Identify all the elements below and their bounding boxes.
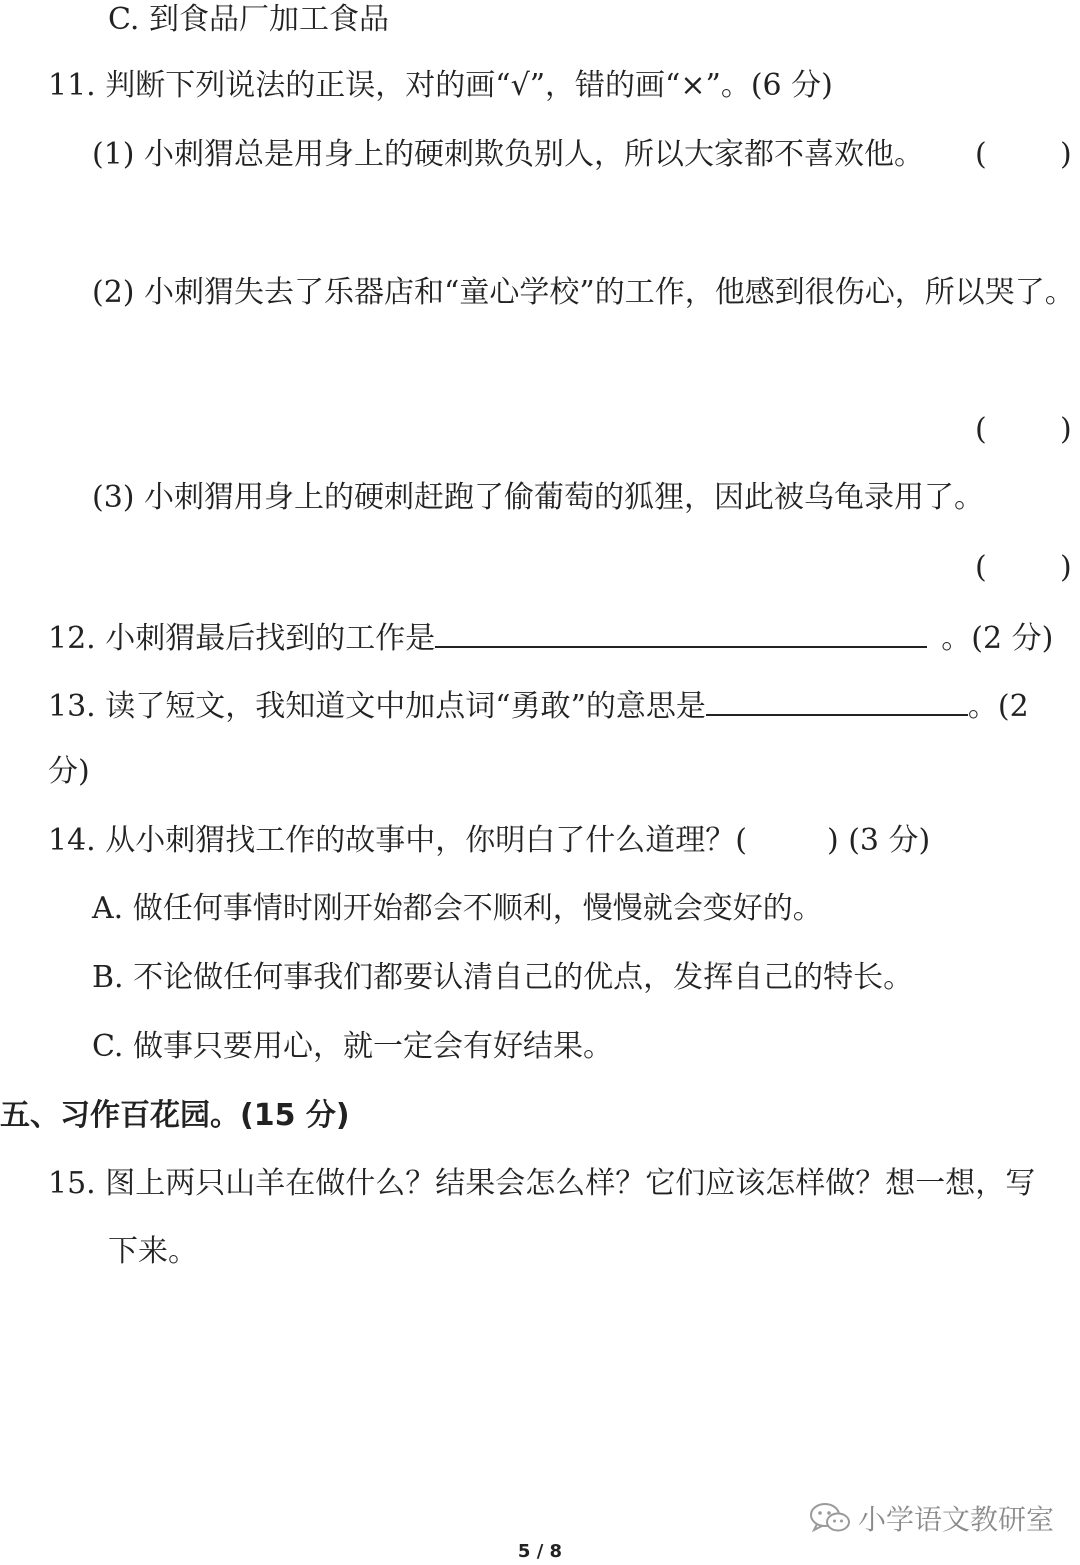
q11-item-1-paren-close: ) xyxy=(1060,137,1072,172)
q13-continuation: 分) xyxy=(48,754,90,789)
q13-score: 。(2 xyxy=(967,689,1029,724)
q10-option-c: C. 到食品厂加工食品 xyxy=(108,2,389,37)
section5-heading: 五、习作百花园。(15 分) xyxy=(0,1098,350,1133)
q14-option-b: B. 不论做任何事我们都要认清自己的优点，发挥自己的特长。 xyxy=(92,960,914,995)
q13-text: 13. 读了短文，我知道文中加点词“勇敢”的意思是 xyxy=(48,689,706,724)
watermark-text: 小学语文教研室 xyxy=(858,1503,1055,1536)
q14-score: ) (3 分) xyxy=(826,823,931,858)
q13-answer-blank[interactable] xyxy=(706,684,968,716)
q15-line-1: 15. 图上两只山羊在做什么？结果会怎么样？它们应该怎样做？想一想，写 xyxy=(48,1166,1036,1201)
q13 xyxy=(48,684,1029,727)
q14-option-c: C. 做事只要用心，就一定会有好结果。 xyxy=(92,1029,613,1064)
q11-item-3: (3) 小刺猬用身上的硬刺赶跑了偷葡萄的狐狸，因此被乌龟录用了。 xyxy=(92,480,985,515)
q12-text: 12. 小刺猬最后找到的工作是 xyxy=(48,621,436,656)
q11-item-2-paren-close: ) xyxy=(1060,412,1072,447)
page-number: 5 / 8 xyxy=(517,1541,563,1562)
q11-item-1-paren-open: ( xyxy=(975,137,987,172)
q12 xyxy=(48,616,1053,659)
q11-stem: 11. 判断下列说法的正误，对的画“√”，错的画“×”。(6 分) xyxy=(48,68,833,103)
q12-answer-blank[interactable] xyxy=(435,616,927,648)
q14-text: 14. 从小刺猬找工作的故事中，你明白了什么道理？( xyxy=(48,823,747,858)
watermark xyxy=(808,1496,1054,1540)
q14-option-a: A. 做任何事情时刚开始都会不顺利，慢慢就会变好的。 xyxy=(92,891,823,926)
q15-line-2: 下来。 xyxy=(108,1234,198,1269)
q11-item-3-paren-open: ( xyxy=(975,550,987,585)
q11-item-3-paren-close: ) xyxy=(1060,550,1072,585)
q14-stem xyxy=(48,821,930,861)
wechat-icon xyxy=(808,1500,852,1536)
q11-item-1: (1) 小刺猬总是用身上的硬刺欺负别人，所以大家都不喜欢他。 xyxy=(92,137,925,172)
q11-item-2: (2) 小刺猬失去了乐器店和“童心学校”的工作，他感到很伤心，所以哭了。 xyxy=(92,275,1075,310)
q11-item-2-paren-open: ( xyxy=(975,412,987,447)
q12-score: 。(2 分) xyxy=(941,621,1054,656)
